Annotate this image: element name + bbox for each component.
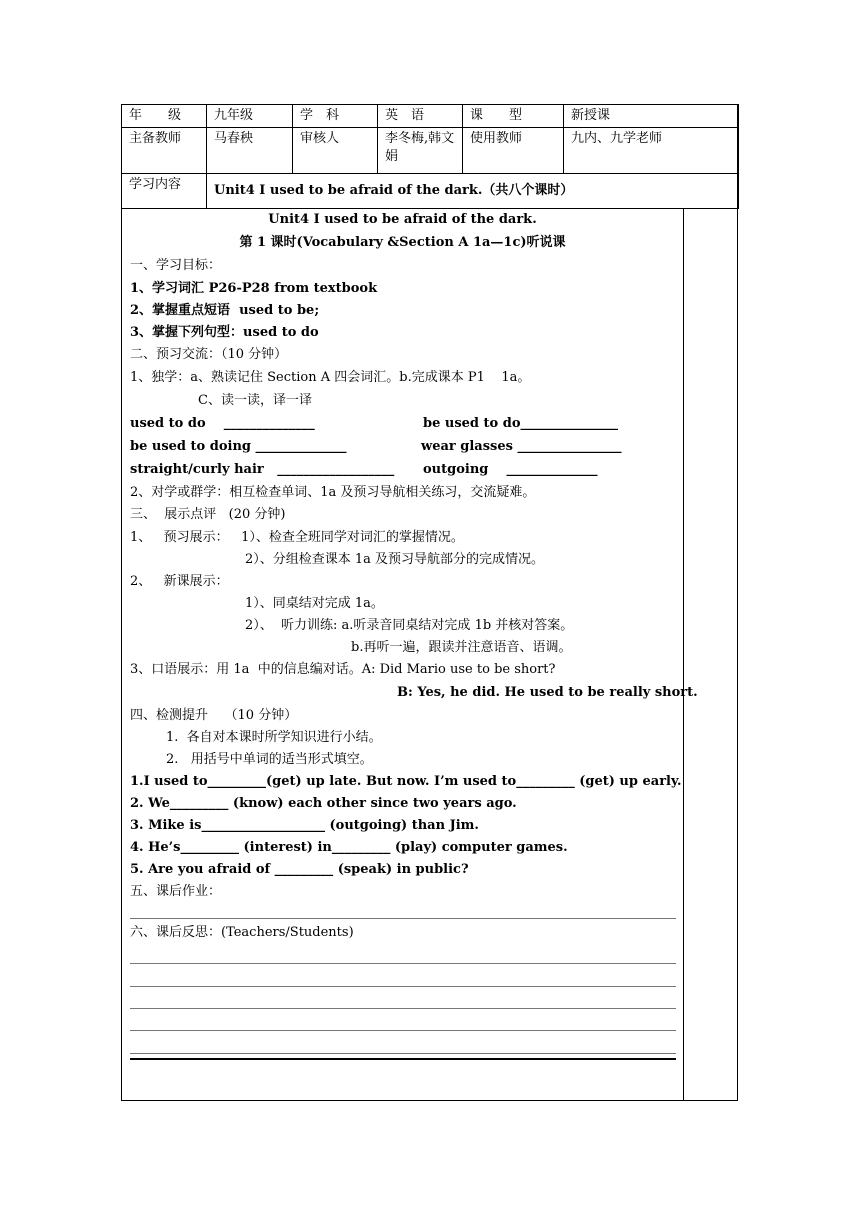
- homework-line: [130, 918, 676, 919]
- lesson-plan-document: [121, 104, 738, 1101]
- header-table: [121, 104, 739, 209]
- subject-label: 学 科: [293, 105, 378, 128]
- exercise-line: 3. Mike is___________________ (outgoing) than Jim.: [130, 818, 479, 833]
- user-value: 九内、九学老师: [564, 128, 739, 174]
- display-item-3b: B: Yes, he did. He used to be really short.: [397, 685, 698, 700]
- check-item-1: 1. 各自对本课时所学知识进行小结。: [166, 730, 382, 745]
- grade-value: 九年级: [207, 105, 293, 128]
- section-6-heading: 六、课后反思：(Teachers/Students): [130, 925, 354, 940]
- type-value: 新授课: [564, 105, 739, 128]
- reflection-line: [130, 1030, 676, 1031]
- exercise-line: 5. Are you afraid of _________ (speak) in public?: [130, 862, 469, 877]
- phrase-right: outgoing ______________: [423, 462, 598, 477]
- objective-3: 3、掌握下列句型：used to do: [130, 325, 319, 340]
- reviewer-label: 审核人: [293, 128, 378, 174]
- section-2-heading: 二、预习交流：（10 分钟）: [130, 347, 288, 362]
- reflection-line: [130, 1053, 676, 1054]
- preview-item-1: 1、独学：a、熟读记住 Section A 四会词汇。b.完成课本 P1 1a。: [130, 370, 531, 385]
- phrase-left: straight/curly hair __________________: [130, 462, 395, 477]
- content-value: Unit4 I used to be afraid of the dark.（共八个课时）: [207, 174, 739, 209]
- section-1-heading: 一、学习目标：: [130, 258, 222, 273]
- teacher-value: 马春秧: [207, 128, 293, 174]
- exercise-line: 4. He’s_________ (interest) in_________ (play) computer games.: [130, 840, 568, 855]
- reflection-line: [130, 1008, 676, 1009]
- type-label: 课 型: [463, 105, 564, 128]
- reflection-line: [130, 963, 676, 964]
- exercise-line: 1.I used to_________(get) up late. But now. I’m used to_________ (get) up early.: [130, 774, 682, 789]
- preview-item-2: 2、对学或群学：相互检查单词、1a 及预习导航相关练习，交流疑难。: [130, 485, 536, 500]
- objective-2: 2、掌握重点短语 used to be;: [130, 303, 320, 318]
- teacher-label: 主备教师: [122, 128, 207, 174]
- display-item-2b: 2）、 听力训练: a.听录音同桌结对完成 1b 并核对答案。: [245, 618, 574, 633]
- subject-value: 英 语: [378, 105, 463, 128]
- display-item-1b: 2）、分组检查课本 1a 及预习导航部分的完成情况。: [245, 552, 545, 567]
- display-item-2: 2、 新课展示：: [130, 574, 229, 589]
- grade-label: 年 级: [122, 105, 207, 128]
- section-5-heading: 五、课后作业：: [130, 884, 222, 899]
- lesson-body: [122, 208, 698, 1101]
- user-label: 使用教师: [463, 128, 564, 174]
- check-item-2: 2. 用括号中单词的适当形式填空。: [166, 752, 373, 767]
- phrase-left: be used to doing ______________: [130, 439, 347, 454]
- reflection-line: [130, 986, 676, 987]
- display-item-3: 3、口语展示：用 1a 中的信息编对话。A: Did Mario use to be short?: [130, 662, 556, 677]
- display-item-1: 1、 预习展示： 1）、检查全班同学对词汇的掌握情况。: [130, 530, 464, 545]
- phrase-right: wear glasses ________________: [421, 439, 622, 454]
- preview-item-1c: C、读一读，译一译: [198, 393, 312, 408]
- objective-1: 1、学习词汇 P26-P28 from textbook: [130, 281, 378, 296]
- display-item-2a: 1）、同桌结对完成 1a。: [245, 596, 384, 611]
- section-4-heading: 四、检测提升 （10 分钟）: [130, 708, 298, 723]
- section-3-heading: 三、 展示点评 (20 分钟): [130, 507, 286, 522]
- lesson-title: Unit4 I used to be afraid of the dark.: [268, 212, 537, 227]
- reviewer-value: 李冬梅,韩文娟: [378, 128, 463, 174]
- exercise-line: 2. We_________ (know) each other since two years ago.: [130, 796, 517, 811]
- content-label: 学习内容: [122, 174, 207, 209]
- lesson-subtitle: 第 1 课时(Vocabulary &Section A 1a—1c)听说课: [239, 235, 566, 250]
- phrase-right: be used to do_______________: [423, 416, 619, 431]
- closing-rule: [130, 1058, 676, 1060]
- phrase-left: used to do ______________: [130, 416, 315, 431]
- display-item-2c: b.再听一遍，跟读并注意语音、语调。: [351, 640, 572, 655]
